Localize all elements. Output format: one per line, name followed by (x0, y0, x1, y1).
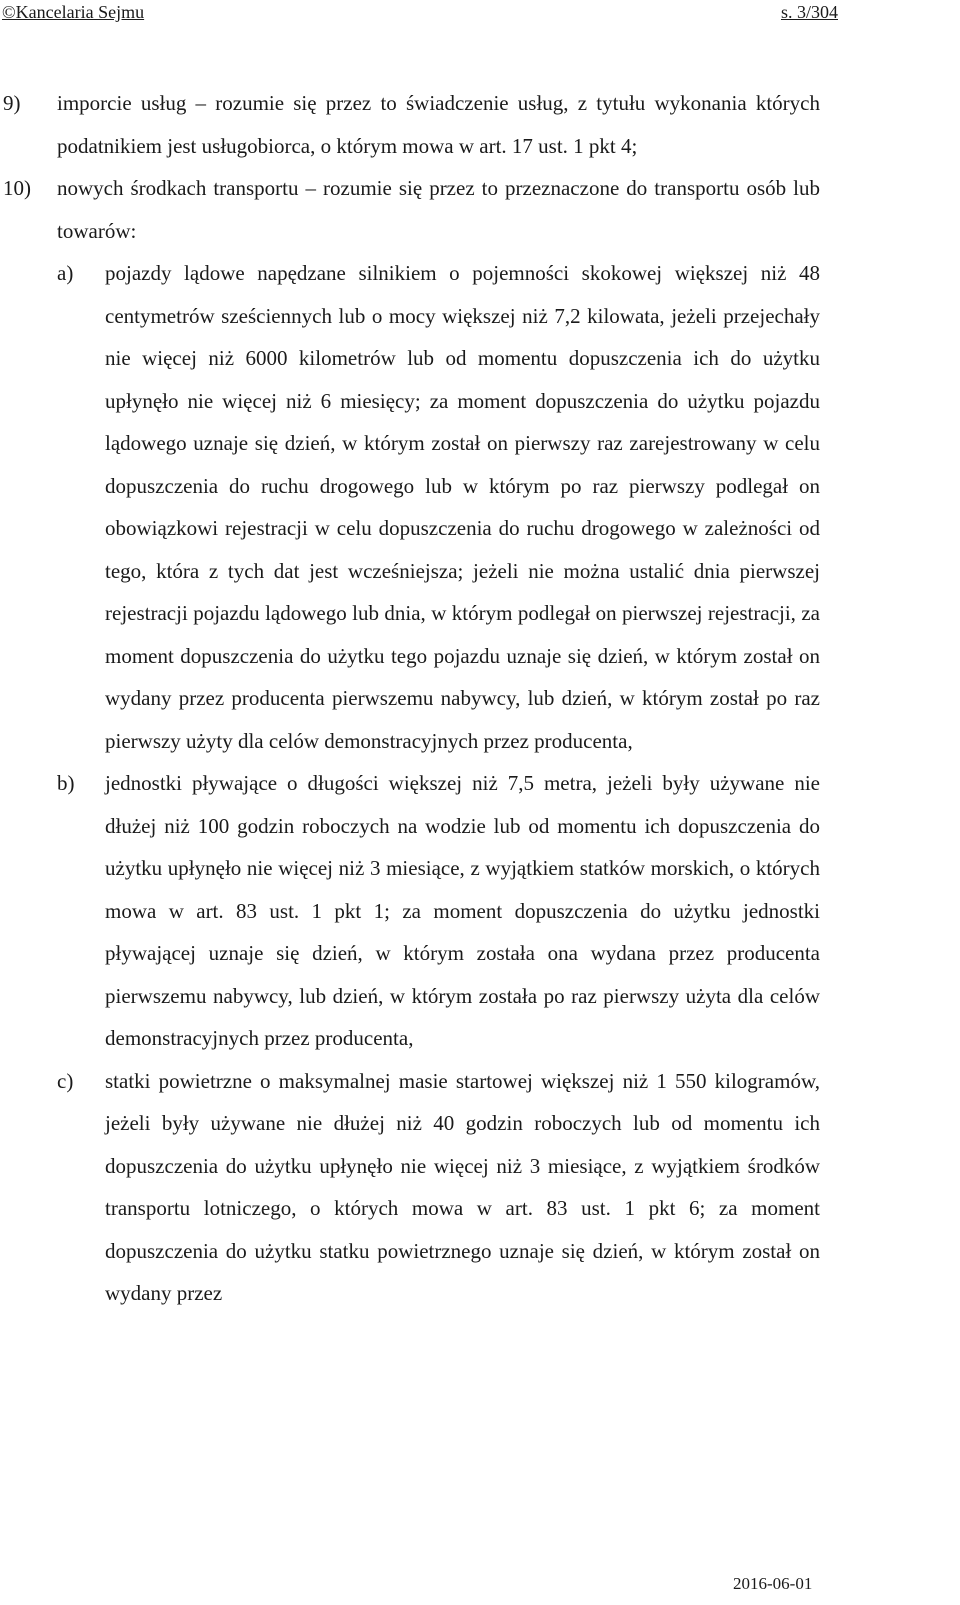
sub-item-letter: c) (57, 1068, 74, 1093)
copyright-label: ©Kancelaria Sejmu (2, 2, 145, 22)
sub-item-letter: b) (57, 771, 75, 795)
sub-item (0, 762, 820, 1060)
page-number: s. 3/304 (780, 2, 838, 22)
sub-item-letter: a) (57, 261, 74, 285)
item-number: 9) (3, 91, 21, 115)
list-item (0, 167, 820, 252)
item-number: 10) (3, 176, 31, 200)
sub-item-text: statki powietrzne o maksymalnej masie startowej większej niż 1 550 kilogramów, jeżeli były używane nie dłużej niż 40 godzin roboczych lub od momentu ich dopuszczenia do użytku upłynęło nie więcej niż 3 miesiące, z wyjątkiem środków transportu lotniczego, o których mowa w art. 83 ust. 1 pkt 6; za moment dopuszczenia do użytku statku powietrznego uznaje się dzień, w którym został on wydany przez (105, 1068, 820, 1305)
sub-item-text: pojazdy lądowe napędzane silnikiem o pojemności skokowej większej niż 48 centymetrów sześciennych lub o mocy większej niż 7,2 kilowata, jeżeli przejechały nie więcej niż 6000 kilometrów lub od momentu dopuszczenia ich do użytku upłynęło nie więcej niż 6 miesięcy; za moment dopuszczenia do użytku pojazdu lądowego uznaje się dzień, w którym został on pierwszy raz zarejestrowany w celu dopuszczenia do ruchu drogowego lub w którym po raz pierwszy podlegał on obowiązkowi rejestracji w celu dopuszczenia do ruchu drogowego w zależności od tego, która z tych dat jest wcześniejsza; jeżeli nie można ustalić dnia pierwszej rejestracji pojazdu lądowego lub dnia, w którym podlegał on pierwszej rejestracji, za moment dopuszczenia do użytku tego pojazdu uznaje się dzień, w którym został on wydany przez producenta pierwszemu nabywcy, lub dzień, w którym został po raz pierwszy użyty dla celów demonstracyjnych przez producenta, (105, 261, 820, 753)
footer-date: 2016-06-01 (733, 1574, 813, 1593)
item-text: imporcie usług – rozumie się przez to świadczenie usług, z tytułu wykonania których podatnikiem jest usługobiorca, o którym mowa w art. 17 ust. 1 pkt 4; (57, 91, 820, 158)
document-body (0, 82, 820, 1315)
sub-item (0, 1060, 820, 1315)
page-header (0, 0, 960, 28)
sub-item (0, 252, 820, 762)
sub-item-text: jednostki pływające o długości większej niż 7,5 metra, jeżeli były używane nie dłużej niż 100 godzin roboczych na wodzie lub od momentu ich dopuszczenia do użytku upłynęło nie więcej niż 3 miesiące, z wyjątkiem statków morskich, o których mowa w art. 83 ust. 1 pkt 1; za moment dopuszczenia do użytku jednostki pływającej uznaje się dzień, w którym została ona wydana przez producenta pierwszemu nabywcy, lub dzień, w którym została po raz pierwszy użyta dla celów demonstracyjnych przez producenta, (105, 771, 820, 1050)
list-item (0, 82, 820, 167)
item-text: nowych środkach transportu – rozumie się przez to przeznaczone do transportu osób lub towarów: (57, 176, 820, 243)
